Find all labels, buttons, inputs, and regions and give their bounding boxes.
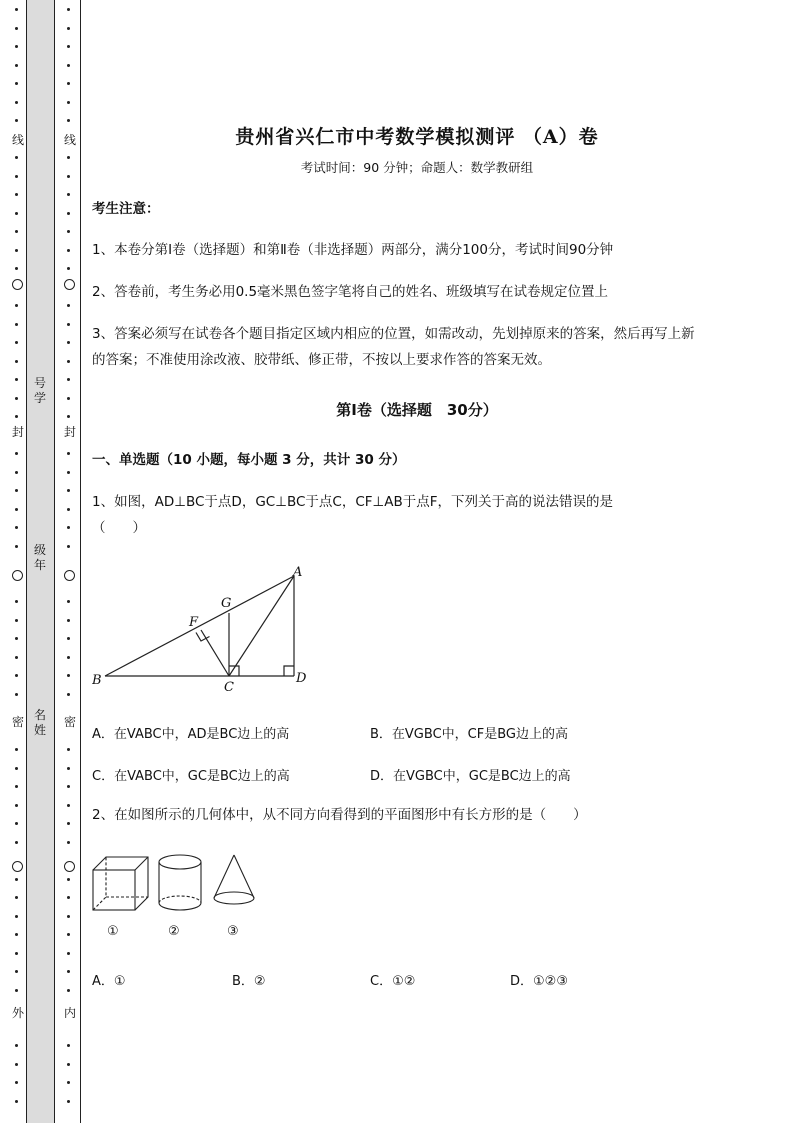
binding-dot bbox=[67, 619, 70, 622]
note-item-1: 1、本卷分第Ⅰ卷（选择题）和第Ⅱ卷（非选择题）两部分，满分100分，考试时间90分钟 bbox=[92, 242, 614, 258]
cone-shape bbox=[214, 855, 254, 904]
binding-dot bbox=[67, 193, 70, 196]
binding-dot bbox=[67, 415, 70, 418]
shape-label-3: ③ bbox=[227, 924, 239, 939]
binding-dot bbox=[15, 415, 18, 418]
binding-dot bbox=[67, 526, 70, 529]
binding-dot bbox=[15, 64, 18, 67]
binding-dot bbox=[15, 933, 18, 936]
margin-border-right bbox=[54, 0, 55, 1123]
binding-dot bbox=[67, 785, 70, 788]
binding-dot bbox=[15, 952, 18, 955]
binding-dot bbox=[15, 1100, 18, 1103]
binding-dot bbox=[67, 1044, 70, 1047]
binding-dot bbox=[67, 1100, 70, 1103]
binding-dot bbox=[67, 896, 70, 899]
binding-dot bbox=[15, 896, 18, 899]
binding-dot bbox=[15, 193, 18, 196]
binding-dot bbox=[67, 637, 70, 640]
cube-shape bbox=[93, 857, 148, 910]
binding-dot bbox=[15, 767, 18, 770]
binding-dot bbox=[15, 489, 18, 492]
binding-dot bbox=[15, 175, 18, 178]
binding-dot bbox=[67, 45, 70, 48]
student-id-label: 号 学 bbox=[33, 376, 46, 405]
binding-dot bbox=[67, 119, 70, 122]
note-item-2: 2、答卷前，考生务必用0.5毫米黑色签字笔将自己的姓名、班级填写在试卷规定位置上 bbox=[92, 284, 609, 300]
binding-dot bbox=[67, 452, 70, 455]
binding-dot bbox=[15, 304, 18, 307]
inner-binding-char: 密 bbox=[63, 715, 76, 729]
cylinder-shape bbox=[159, 855, 201, 910]
binding-dot bbox=[67, 230, 70, 233]
binding-dot bbox=[15, 841, 18, 844]
binding-dot bbox=[67, 915, 70, 918]
inner-binding-char: 线 bbox=[63, 133, 76, 147]
segment-ab bbox=[105, 576, 294, 676]
q1-option-c[interactable]: C．在VABC中，GC是BC边上的高 bbox=[92, 769, 290, 784]
binding-circle bbox=[12, 570, 23, 581]
binding-dot bbox=[67, 822, 70, 825]
binding-dot bbox=[15, 397, 18, 400]
binding-dot bbox=[15, 804, 18, 807]
section-title: 第Ⅰ卷（选择题 30分） bbox=[336, 401, 498, 419]
binding-dot bbox=[15, 989, 18, 992]
binding-dot bbox=[15, 508, 18, 511]
q1-bracket: （ ） bbox=[92, 520, 146, 536]
label-c: C bbox=[224, 680, 234, 695]
binding-dot bbox=[15, 101, 18, 104]
binding-dot bbox=[15, 8, 18, 11]
binding-dot bbox=[15, 915, 18, 918]
q2-option-d[interactable]: D．①②③ bbox=[510, 974, 568, 989]
binding-dot bbox=[15, 637, 18, 640]
binding-dot bbox=[67, 545, 70, 548]
binding-dot bbox=[15, 267, 18, 270]
binding-dot bbox=[67, 508, 70, 511]
binding-dot bbox=[15, 785, 18, 788]
binding-dot bbox=[67, 175, 70, 178]
binding-dot bbox=[15, 471, 18, 474]
q1-option-b[interactable]: B．在VGBC中，CF是BG边上的高 bbox=[370, 727, 568, 742]
binding-dot bbox=[15, 378, 18, 381]
label-a: A bbox=[293, 565, 303, 580]
binding-dot bbox=[15, 619, 18, 622]
outer-binding-char: 封 bbox=[11, 425, 24, 439]
segment-cf bbox=[201, 630, 229, 676]
outer-binding-char: 外 bbox=[11, 1006, 24, 1020]
binding-dot bbox=[67, 397, 70, 400]
binding-dot bbox=[67, 489, 70, 492]
binding-dot bbox=[67, 212, 70, 215]
binding-dot bbox=[15, 249, 18, 252]
binding-dot bbox=[15, 341, 18, 344]
right-angle-d bbox=[284, 666, 294, 676]
q2-option-b[interactable]: B．② bbox=[232, 974, 266, 989]
binding-dot bbox=[15, 693, 18, 696]
binding-dot bbox=[67, 304, 70, 307]
q1-option-d[interactable]: D．在VGBC中，GC是BC边上的高 bbox=[370, 769, 571, 784]
binding-dot bbox=[67, 249, 70, 252]
binding-dot bbox=[15, 82, 18, 85]
q2-solids-figure bbox=[92, 852, 272, 916]
outer-dotted-line bbox=[10, 0, 26, 1123]
binding-dot bbox=[15, 45, 18, 48]
page-border-line bbox=[80, 0, 81, 1123]
binding-dot bbox=[67, 323, 70, 326]
binding-dot bbox=[15, 878, 18, 881]
binding-dot bbox=[67, 82, 70, 85]
binding-dot bbox=[67, 804, 70, 807]
exam-title: 贵州省兴仁市中考数学模拟测评 （A）卷 bbox=[235, 126, 599, 148]
binding-dot bbox=[67, 841, 70, 844]
binding-dot bbox=[67, 341, 70, 344]
binding-dot bbox=[15, 600, 18, 603]
q1-triangle-figure bbox=[92, 560, 322, 700]
label-f: F bbox=[189, 615, 199, 630]
shape-label-2: ② bbox=[168, 924, 180, 939]
binding-dot bbox=[15, 545, 18, 548]
binding-dot bbox=[15, 674, 18, 677]
binding-dot bbox=[15, 526, 18, 529]
binding-dot bbox=[15, 1081, 18, 1084]
label-g: G bbox=[221, 596, 232, 611]
binding-dot bbox=[15, 1063, 18, 1066]
binding-dot bbox=[15, 156, 18, 159]
inner-binding-char: 封 bbox=[63, 425, 76, 439]
grade-label: 级 年 bbox=[33, 543, 46, 572]
binding-circle bbox=[64, 279, 75, 290]
outer-binding-char: 线 bbox=[11, 133, 24, 147]
q2-option-c[interactable]: C．①② bbox=[370, 974, 416, 989]
binding-dot bbox=[15, 748, 18, 751]
binding-dot bbox=[15, 970, 18, 973]
outer-binding-char: 密 bbox=[11, 715, 24, 729]
binding-dot bbox=[15, 230, 18, 233]
binding-dot bbox=[67, 748, 70, 751]
binding-dot bbox=[67, 471, 70, 474]
binding-dot bbox=[67, 600, 70, 603]
binding-dot bbox=[67, 360, 70, 363]
binding-dot bbox=[67, 693, 70, 696]
label-d: D bbox=[296, 671, 307, 686]
binding-margin bbox=[0, 0, 90, 1123]
binding-dot bbox=[67, 767, 70, 770]
name-label: 名 姓 bbox=[33, 708, 46, 737]
binding-dot bbox=[67, 933, 70, 936]
binding-dot bbox=[15, 452, 18, 455]
part-heading: 一、单选题（10 小题，每小题 3 分，共计 30 分） bbox=[92, 452, 406, 468]
binding-circle bbox=[12, 279, 23, 290]
q2-option-a[interactable]: A．① bbox=[92, 974, 126, 989]
binding-dot bbox=[67, 101, 70, 104]
inner-binding-char: 内 bbox=[63, 1006, 76, 1020]
binding-dot bbox=[67, 878, 70, 881]
q1-option-a[interactable]: A．在VABC中，AD是BC边上的高 bbox=[92, 727, 290, 742]
binding-dot bbox=[67, 156, 70, 159]
note-item-3: 3、答案必须写在试卷各个题目指定区域内相应的位置，如需改动，先划掉原来的答案，然后再写上新 bbox=[92, 326, 695, 342]
binding-dot bbox=[67, 1063, 70, 1066]
binding-dot bbox=[15, 212, 18, 215]
binding-circle bbox=[64, 861, 75, 872]
binding-dot bbox=[15, 822, 18, 825]
binding-dot bbox=[67, 64, 70, 67]
binding-dot bbox=[15, 27, 18, 30]
q1-stem: 1、如图，AD⊥BC于点D，GC⊥BC于点C，CF⊥AB于点F，下列关于高的说法错误的是 bbox=[92, 494, 614, 510]
binding-dot bbox=[67, 674, 70, 677]
binding-dot bbox=[67, 989, 70, 992]
label-b: B bbox=[92, 673, 102, 688]
q2-stem: 2、在如图所示的几何体中，从不同方向看得到的平面图形中有长方形的是（ ） bbox=[92, 807, 587, 823]
binding-circle bbox=[64, 570, 75, 581]
segment-ac bbox=[229, 576, 294, 676]
notes-heading: 考生注意： bbox=[92, 201, 160, 217]
binding-dot bbox=[15, 360, 18, 363]
binding-dot bbox=[67, 267, 70, 270]
exam-subtitle: 考试时间：90 分钟；命题人：数学教研组 bbox=[300, 160, 534, 175]
binding-circle bbox=[12, 861, 23, 872]
binding-dot bbox=[67, 656, 70, 659]
binding-dot bbox=[15, 119, 18, 122]
inner-dotted-line bbox=[62, 0, 78, 1123]
binding-dot bbox=[67, 378, 70, 381]
binding-dot bbox=[15, 323, 18, 326]
binding-dot bbox=[67, 970, 70, 973]
shape-label-1: ① bbox=[107, 924, 119, 939]
binding-dot bbox=[67, 1081, 70, 1084]
note-item-3-cont: 的答案；不准使用涂改液、胶带纸、修正带，不按以上要求作答的答案无效。 bbox=[92, 352, 551, 368]
binding-dot bbox=[15, 656, 18, 659]
binding-dot bbox=[67, 952, 70, 955]
binding-dot bbox=[67, 27, 70, 30]
binding-dot bbox=[67, 8, 70, 11]
binding-dot bbox=[15, 1044, 18, 1047]
